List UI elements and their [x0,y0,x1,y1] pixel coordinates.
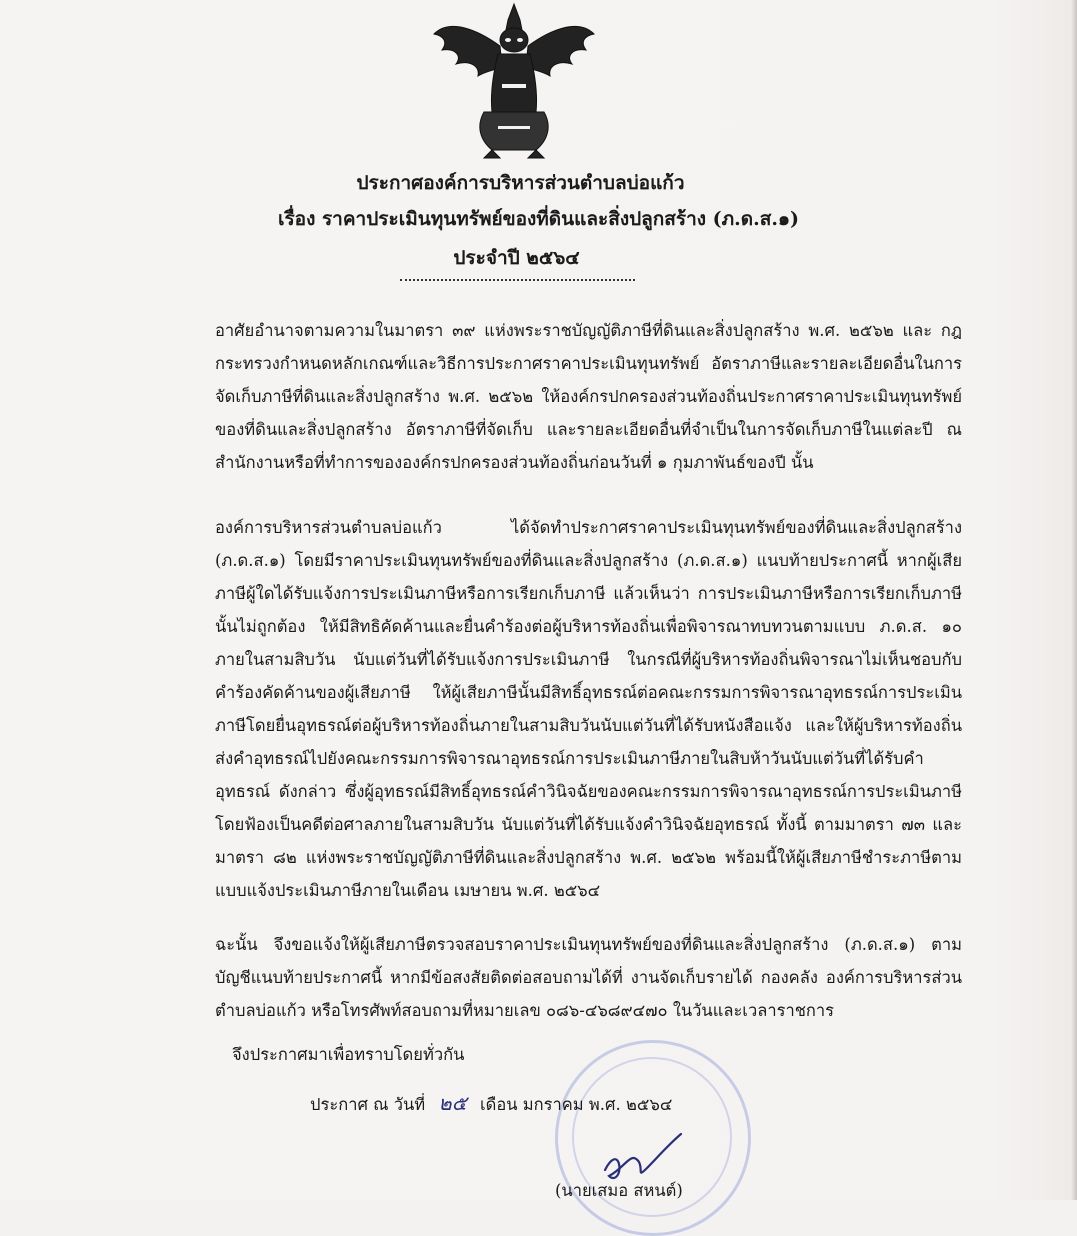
date-prefix: ประกาศ ณ วันที่ [310,1095,426,1114]
date-day-handwritten: ๒๕ [438,1091,467,1115]
paragraph-2-text: องค์การบริหารส่วนตำบลบ่อแก้ว ได้จัดทำประกาศราคาประเมินทุนทรัพย์ของที่ดินและสิ่งปลูกสร้าง (ภ.ด.ส.๑) โดยมีราคาประเมินทุนทรัพย์ของที่ดินและสิ่งปลูกสร้าง (ภ.ด.ส.๑) แนบท้ายประกาศนี้ หากผู้เสียภาษีผู้ใดได้รับแจ้งการประเมินภาษีหรือการเรียกเก็บภาษี แล้วเห็นว่า การประเมินภาษีหรือการเรียกเก็บภาษีนั้นไม่ถูกต้อง ให้มีสิทธิคัดค้านและยื่นคำร้องต่อผู้บริหารท้องถิ่นเพื่อพิจารณาทบทวนตามแบบ ภ.ด.ส. ๑๐ ภายในสามสิบวัน นับแต่วันที่ได้รับแจ้งการประเมินภาษี ในกรณีที่ผู้บริหารท้องถิ่นพิจารณาไม่เห็นชอบกับคำร้องคัดค้านของผู้เสียภาษี ให้ผู้เสียภาษีนั้นมีสิทธิ์อุทธรณ์ต่อคณะกรรมการพิจารณาอุทธรณ์การประเมินภาษีโดยยื่นอุทธรณ์ต่อผู้บริหารท้องถิ่นภายในสามสิบวันนับแต่วันที่ได้รับหนังสือแจ้ง และให้ผู้บริหารท้องถิ่นส่งคำอุทธรณ์ไปยังคณะกรรมการพิจารณาอุทธรณ์การประเมินภาษีภายในสิบห้าวันนับแต่วันที่ได้รับคำอุทธรณ์ ดังกล่าว ซึ่งผู้อุทธรณ์มีสิทธิ์อุทธรณ์คำวินิจฉัยของคณะกรรมการพิจารณาอุทธรณ์การประเมินภาษี โดยฟ้องเป็นคดีต่อศาลภายในสามสิบวัน นับแต่วันที่ได้รับแจ้งคำวินิจฉัยอุทธรณ์ ทั้งนี้ ตามมาตรา ๗๓ และมาตรา ๘๒ แห่งพระราชบัญญัติภาษีที่ดินและสิ่งปลูกสร้าง พ.ศ. ๒๕๖๒ พร้อมนี้ให้ผู้เสียภาษีชำระภาษีตามแบบแจ้งประเมินภาษีภายในเดือน เมษายน พ.ศ. ๒๕๖๔ [215,518,962,900]
paragraph-legal-basis [215,314,962,479]
paragraph-assessment-notice [215,511,962,907]
announcement-year: ประจำปี ๒๕๖๔ [453,247,580,269]
signer-name: (นายเสมอ สหนต์) [555,1181,683,1200]
garuda-emblem-icon [428,0,600,160]
announcement-date-line [310,1087,672,1119]
date-suffix: เดือน มกราคม พ.ศ. ๒๕๖๔ [479,1095,673,1114]
closing-line: จึงประกาศมาเพื่อทราบโดยทั่วกัน [232,1045,465,1064]
paragraph-1-text: อาศัยอำนาจตามความในมาตรา ๓๙ แห่งพระราชบัญญัติภาษีที่ดินและสิ่งปลูกสร้าง พ.ศ. ๒๕๖๒ และ กฎกระทรวงกำหนดหลักเกณฑ์และวิธีการประกาศราคาประเมินทุนทรัพย์ อัตราภาษีและรายละเอียดอื่นในการจัดเก็บภาษีที่ดินและสิ่งปลูกสร้าง พ.ศ. ๒๕๖๒ ให้องค์กรปกครองส่วนท้องถิ่นประกาศราคาประเมินทุนทรัพย์ของที่ดินและสิ่งปลูกสร้าง อัตราภาษีที่จัดเก็บ และรายละเอียดอื่นที่จำเป็นในการจัดเก็บภาษีในแต่ละปี ณ สำนักงานหรือที่ทำการขององค์กรปกครองส่วนท้องถิ่นก่อนวันที่ ๑ กุมภาพันธ์ของปี นั้น [215,321,962,472]
paragraph-contact [215,928,962,1027]
paragraph-3-text: ฉะนั้น จึงขอแจ้งให้ผู้เสียภาษีตรวจสอบราคาประเมินทุนทรัพย์ของที่ดินและสิ่งปลูกสร้าง (ภ.ด.ส.๑) ตามบัญชีแนบท้ายประกาศนี้ หากมีข้อสงสัยติดต่อสอบถามได้ที่ งานจัดเก็บรายได้ กองคลัง องค์การบริหารส่วนตำบลบ่อแก้ว หรือโทรศัพท์สอบถามที่หมายเลข ๐๘๖-๔๖๘๙๔๗๐ ในวันและเวลาราชการ [215,935,962,1020]
announcement-subject: เรื่อง ราคาประเมินทุนทรัพย์ของที่ดินและสิ่งปลูกสร้าง (ภ.ด.ส.๑) [277,208,800,230]
title-separator [400,279,635,281]
announcement-title: ประกาศองค์การบริหารส่วนตำบลบ่อแก้ว [356,172,685,194]
page-edge-shadow [1071,0,1077,1200]
